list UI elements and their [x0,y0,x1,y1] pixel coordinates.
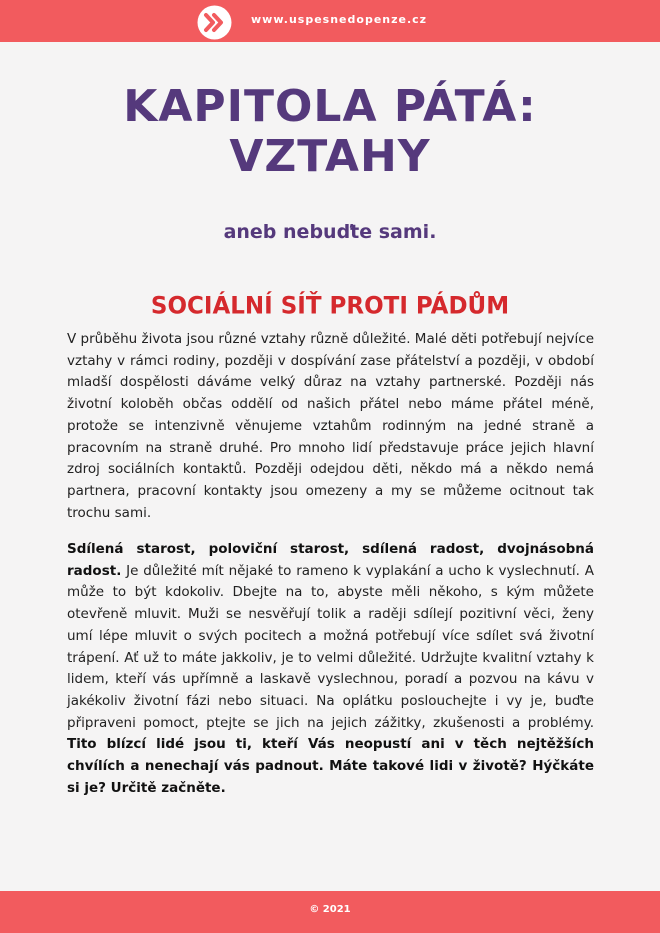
chapter-title-line1: KAPITOLA PÁTÁ: [123,81,537,132]
paragraph-2-closing: Tito blízcí lidé jsou ti, kteří Vás neopustí ani v těch nejtěžších chvílích a nenechají vás padnout. Máte takové lidi v životě? Hýčkáte si je? Určitě začněte. [67,736,594,796]
paragraph-2 [67,539,594,799]
paragraph-2-body: Je důležité mít nějaké to rameno k vyplakání a ucho k vyslechnutí. A může to být kdokoliv. Dbejte na to, abyste měli někoho, s kým můžete otevřeně mluvit. Muži se nesvěřují tolik a raději sdílejí pozitivní věci, ženy umí lépe mluvit o svých pocitech a možná potřebují více sdílet svá životní trápení. Ať už to máte jakkoliv, je to velmi důležité. Udržujte kvalitní vztahy k lidem, kteří vás upřímně a laskavě vyslechnou, poradí a pozvou na kávu v jakékoliv životní fázi nebo situaci. Na oplátku poslouchejte i vy je, buďte připraveni pomoct, ptejte se jich na jejich zážitky, zkušenosti a problémy. [67,562,594,731]
double-chevron-right-icon[interactable] [197,5,232,40]
section-heading: SOCIÁLNÍ SÍŤ PROTI PÁDŮM [150,292,510,320]
paragraph-2-lead: Sdílená starost, poloviční starost, sdílená radost, dvojnásobná radost. [67,541,594,579]
chapter-subtitle: aneb nebuďte sami. [223,221,437,243]
paragraph-1: V průběhu života jsou různé vztahy různě důležité. Malé děti potřebují nejvíce vztahy v rámci rodiny, později v dospívání zase přátelství a později, v období mladší dospělosti dáváme velký důraz na vztahy partnerské. Později nás životní koloběh občas oddělí od našich přátel nebo máme přátel méně, protože se intenzivně věnujeme vztahům rodinným na jedné straně a pracovním na straně druhé. Pro mnoho lidí představuje práce jejich hlavní zdroj sociálních kontaktů. Později odejdou děti, někdo má a někdo nemá partnera, pracovní kontakty jsou omezeny a my se můžeme ocitnout tak trochu sami. [67,331,594,521]
site-url[interactable]: www.uspesnedopenze.cz [251,13,428,26]
chapter-title-line2: VZTAHY [229,131,431,182]
header-bar [0,0,660,42]
chapter-title [0,82,660,182]
copyright-text: © 2021 [309,904,351,915]
footer-bar [0,891,660,933]
